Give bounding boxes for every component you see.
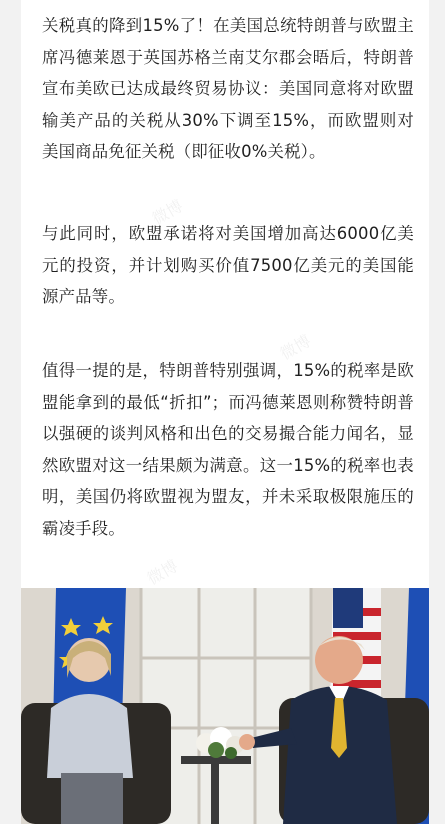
article-paragraph-2: 与此同时，欧盟承诺将对美国增加高达6000亿美元的投资，并计划购买价值7500亿美元的美国能源产品等。 (42, 224, 414, 307)
watermark: 微博 (148, 196, 187, 229)
watermark: 微博 (143, 556, 182, 589)
photo-illustration (21, 588, 429, 824)
news-photo[interactable] (21, 588, 429, 824)
watermark: 微博 (276, 331, 315, 364)
article-paragraph-1: 关税真的降到15%了！在美国总统特朗普与欧盟主席冯德莱恩于英国苏格兰南艾尔郡会晤后，特朗普宣布美欧已达成最终贸易协议：美国同意将对欧盟输美产品的关税从30%下调至15%，而欧盟则对美国商品免征关税（即征收0%关税）。 (42, 16, 414, 162)
article-paragraph-3: 值得一提的是，特朗普特别强调，15%的税率是欧盟能拿到的最低“折扣”；而冯德莱恩则称赞特朗普以强硬的谈判风格和出色的交易撮合能力闻名，显然欧盟对这一结果颇为满意。这一15%的税率也表明，美国仍将欧盟视为盟友，并未采取极限施压的霸凌手段。 (42, 361, 414, 538)
article-card (21, 0, 429, 824)
